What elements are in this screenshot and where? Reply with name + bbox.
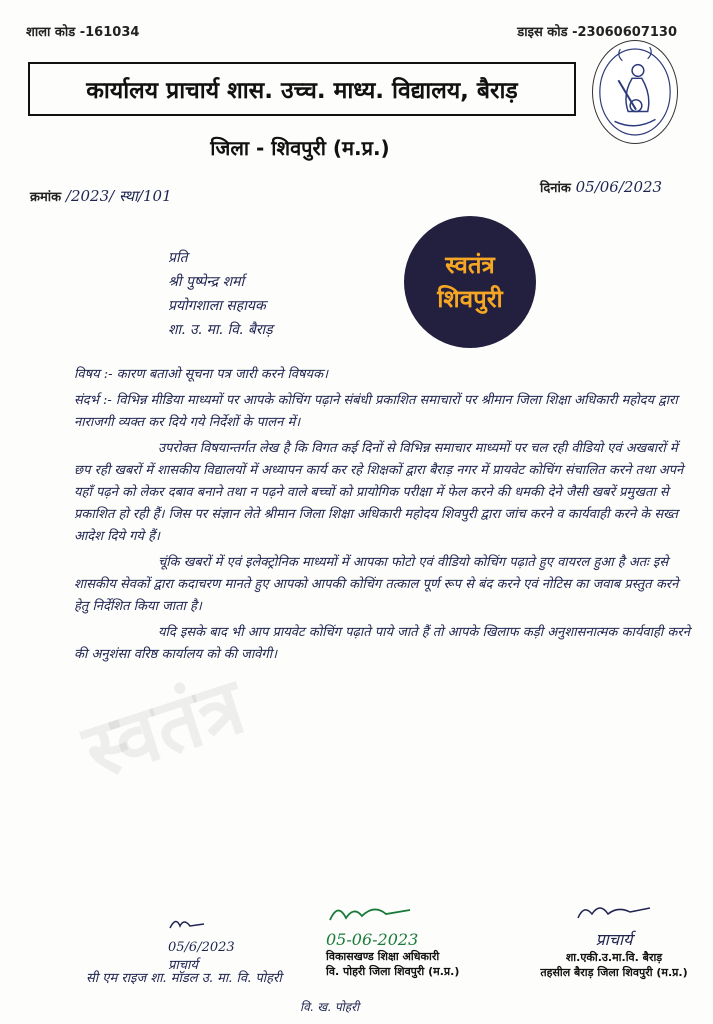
beo-signature-date: 05-06-2023 — [326, 930, 419, 949]
reference-paragraph: संदर्भ :- विभिन्न मीडिया माध्यमों पर आपके कोचिंग पढ़ाने संबंधी प्रकाशित समाचारों पर श्रीमान जिला शिक्षा अधिकारी महोदय द्वारा नाराजगी व्यक्त कर दिये गये निर्देशों के पालन में। — [74, 393, 678, 430]
district-line: जिला - शिवपुरी (म.प्र.) — [210, 136, 390, 160]
office-title-box — [28, 62, 576, 116]
recipient-line: शा. उ. मा. वि. बैराड़ — [168, 322, 273, 338]
subject-line: विषय :- कारण बताओ सूचना पत्र जारी करने विषयक। — [74, 367, 329, 382]
reference-number — [30, 186, 172, 206]
date-value: 05/06/2023 — [575, 178, 663, 196]
left-signature-date: 05/6/2023 — [168, 940, 235, 955]
recipient-line: प्रति — [168, 250, 188, 266]
principal-signature-right — [524, 898, 704, 980]
signature-scribble-icon — [574, 898, 654, 924]
ref-label: क्रमांक — [30, 190, 62, 205]
letter-date — [540, 178, 662, 196]
body-paragraph-2: चूंकि खबरों में एवं इलेक्ट्रोनिक माध्यमों में आपका फोटो एवं वीडियो कोचिंग पढ़ाते हुए वायरल हुआ है अतः इसे शासकीय सेवकों द्वारा कदाचरण मानते हुए आपको आपकी कोचिंग तत्काल पूर्ण रूप से बंद करने एवं नोटिस का जवाब प्रस्तुत करने हेतु निर्देशित किया जाता है। — [74, 555, 679, 614]
office-title: कार्यालय प्राचार्य शास. उच्च. माध्य. विद्यालय, बैराड़ — [86, 78, 518, 104]
beo-stamp-line-1: विकासखण्ड शिक्षा अधिकारी — [326, 950, 440, 963]
right-stamp-line-1: शा.एकी.उ.मा.वि. बैराड़ — [565, 951, 663, 964]
saraswati-emblem-icon — [592, 40, 678, 144]
recipient-block — [168, 246, 273, 342]
copy-to-line-2: वि. ख. पोहरी — [300, 1000, 360, 1014]
dise-code: डाइस कोड -23060607130 — [517, 25, 677, 40]
badge-line-2: शिवपुरी — [437, 285, 503, 313]
letter-body — [74, 364, 694, 670]
copy-to-line-1: सी एम राइज शा. मॉडल उ. मा. वि. पोहरी — [86, 971, 282, 986]
body-paragraph-3: यदि इसके बाद भी आप प्रायवेट कोचिंग पढ़ाते पाये जाते हैं तो आपके खिलाफ कड़ी अनुशासनात्मक कार्यवाही करने की अनुशंसा वरिष्ठ कार्यालय को की जावेगी। — [74, 625, 690, 662]
right-stamp-line-2: तहसील बैराड़ जिला शिवपुरी (म.प्र.) — [540, 966, 688, 979]
beo-stamp-line-2: वि. पोहरी जिला शिवपुरी (म.प्र.) — [326, 965, 460, 978]
recipient-line: श्री पुष्पेन्द्र शर्मा — [168, 274, 245, 290]
recipient-line: प्रयोगशाला सहायक — [168, 298, 266, 314]
news-badge — [404, 216, 536, 348]
signature-scribble-icon — [168, 910, 208, 936]
badge-line-1: स्वतंत्र — [445, 251, 495, 279]
school-code: शाला कोड -161034 — [26, 25, 140, 40]
right-signature-title: प्राचार्य — [595, 930, 633, 949]
principal-signature-left — [168, 910, 318, 973]
date-label: दिनांक — [540, 181, 571, 196]
signature-scribble-icon — [326, 900, 416, 926]
left-signature-title: प्राचार्य — [168, 958, 198, 973]
ref-value: /2023/ स्था/101 — [65, 187, 172, 205]
body-paragraph-1: उपरोक्त विषयान्तर्गत लेख है कि विगत कई दिनों से विभिन्न समाचार माध्यमों पर चल रही वीडियो एवं अखबारों में छप रही खबरों में शासकीय विद्यालयों में अध्यापन कार्य कर रहे शिक्षकों द्वारा बैराड़ नगर में प्रायवेट कोचिंग संचालित करने तथा अपने यहाँ पढ़ने को लेकर दबाव बनाने तथा न पढ़ने वाले बच्चों को प्रायोगिक परीक्षा में फेल करने की धमकी देने जैसी खबरें प्रमुखता से प्रकाशित हो रही हैं। जिस पर संज्ञान लेते श्रीमान जिला शिक्षा अधिकारी महोदय शिवपुरी द्वारा जांच करने व कार्यवाही करने के सख्त आदेश दिये गये हैं। — [74, 441, 684, 544]
watermark-text: स्वतंत्र — [73, 661, 255, 798]
beo-signature — [326, 900, 526, 979]
